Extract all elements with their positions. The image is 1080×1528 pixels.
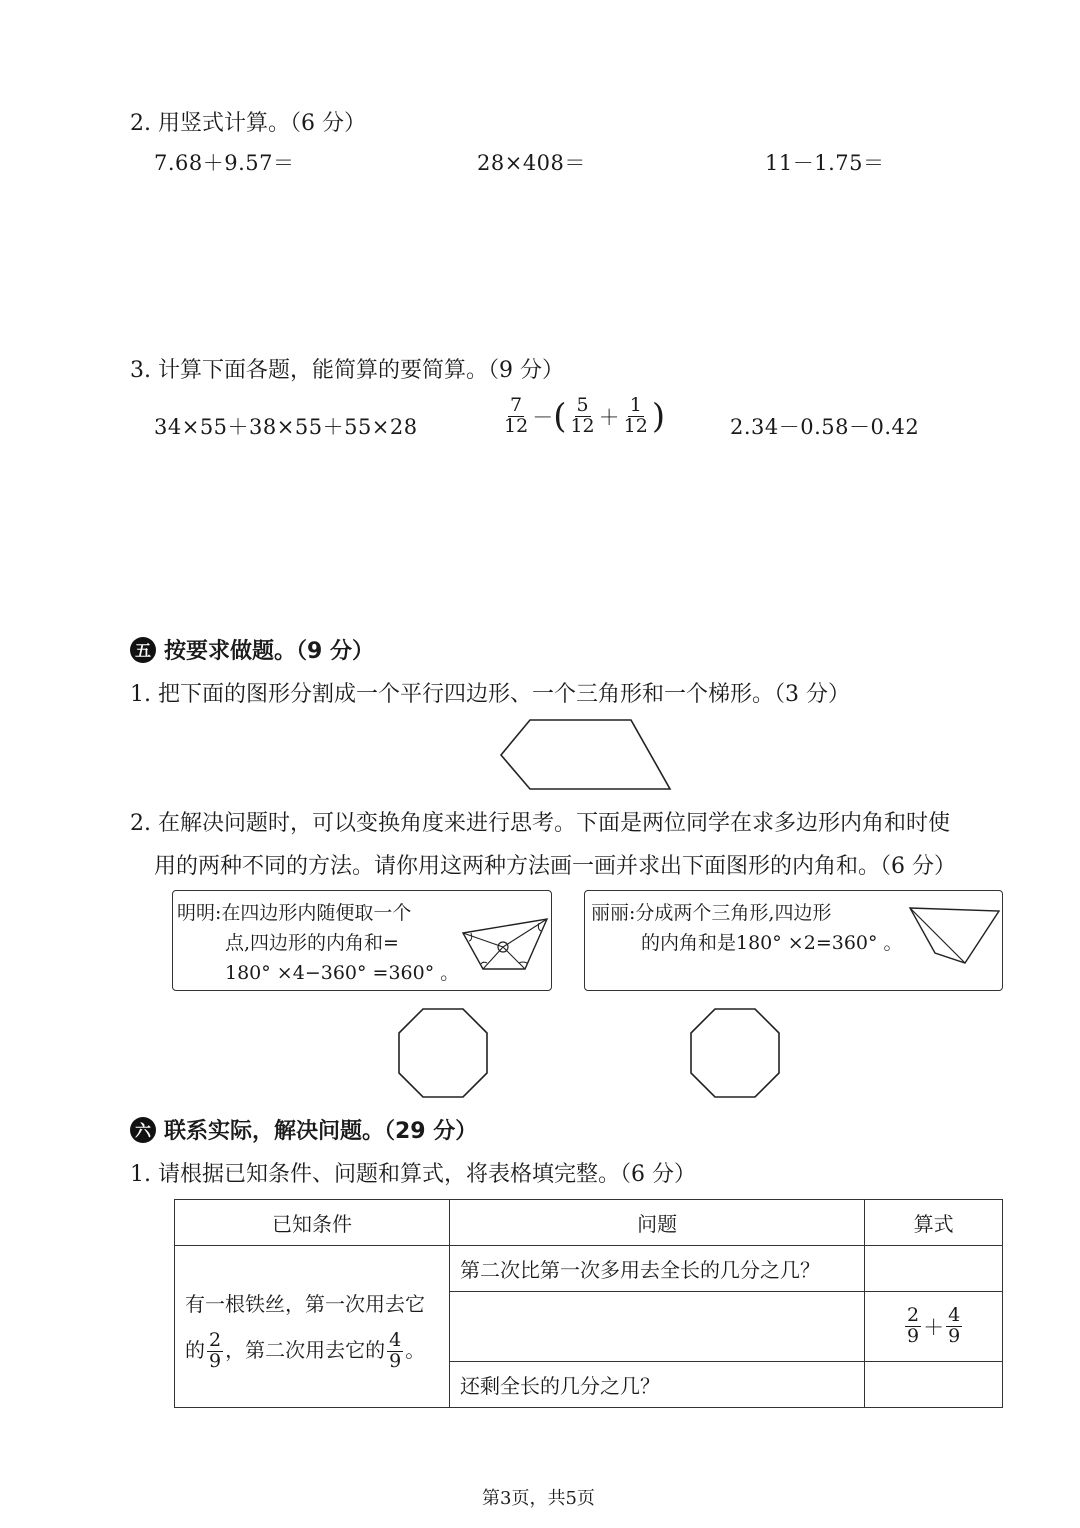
quadrilateral-triangles-diagram: [907, 905, 1001, 967]
q3-item-1: 34×55＋38×55＋55×28: [154, 415, 418, 439]
s5-q2-line2: 用的两种不同的方法。请你用这两种方法画一画并求出下面图形的内角和。（6 分）: [154, 854, 956, 879]
section-title: 按要求做题。（9 分）: [164, 639, 374, 664]
octagon-figure-left: [397, 1007, 489, 1099]
quadrilateral-point-diagram: [459, 913, 549, 973]
method-box-mingming: [172, 890, 552, 991]
fraction: $\frac{1}{12}$: [623, 394, 648, 437]
mingming-line3: 180° ×4−360° =360° 。: [225, 962, 460, 984]
fill-in-table: [174, 1199, 1003, 1408]
method-box-lili: [584, 890, 1003, 991]
table-header-condition: 已知条件: [175, 1200, 450, 1246]
lili-line2: 的内角和是180° ×2=360° 。: [641, 932, 903, 954]
fraction: $\frac{4}{9}$: [948, 1304, 961, 1347]
fraction: $\frac{2}{9}$: [907, 1304, 920, 1347]
fraction: $\frac{5}{12}$: [570, 394, 595, 437]
section-6-heading: [130, 1114, 477, 1145]
table-row: [175, 1246, 1003, 1292]
mingming-line2: 点,四边形的内角和=: [225, 932, 399, 954]
octagon-figure-right: [689, 1007, 781, 1099]
section-number-badge: 六: [130, 1117, 156, 1143]
table-header-row: [175, 1200, 1003, 1246]
q2-item-1: 7.68＋9.57＝: [154, 151, 295, 175]
fraction: $\frac{7}{12}$: [504, 394, 529, 437]
s5-q1: 1. 把下面的图形分割成一个平行四边形、一个三角形和一个梯形。（3 分）: [130, 682, 850, 707]
hexagon-figure: [498, 717, 674, 793]
q2-title: 2. 用竖式计算。（6 分）: [130, 111, 366, 136]
formula-cell-1[interactable]: [865, 1246, 1003, 1292]
section-5-heading: [130, 634, 374, 665]
q2-item-3: 11－1.75＝: [765, 151, 885, 175]
section-title: 联系实际，解决问题。（29 分）: [164, 1119, 478, 1144]
q3-title: 3. 计算下面各题，能简算的要简算。（9 分）: [130, 358, 564, 383]
q3-item-3: 2.34－0.58－0.42: [730, 415, 920, 439]
s6-q1: 1. 请根据已知条件、问题和算式，将表格填完整。（6 分）: [130, 1162, 696, 1187]
question-cell-1: 第二次比第一次多用去全长的几分之几？: [449, 1246, 864, 1292]
lili-line1: 丽丽:分成两个三角形,四边形: [591, 902, 832, 924]
q2-item-2: 28×408＝: [477, 151, 586, 175]
fraction: $\frac{4}{9}$: [389, 1328, 402, 1372]
section-number-badge: 五: [130, 637, 156, 663]
page-footer: 第3页，共5页: [482, 1488, 595, 1509]
condition-cell: [175, 1246, 450, 1408]
condition-line1: 有一根铁丝，第一次用去它: [185, 1291, 425, 1316]
question-cell-3: 还剩全长的几分之几？: [449, 1362, 864, 1408]
s5-q2-line1: 2. 在解决问题时，可以变换角度来进行思考。下面是两位同学在求多边形内角和时使: [130, 811, 950, 836]
condition-line2: 的 $\frac{2}{9}$ ，第二次用去它的 $\frac{4}{9}$ 。: [185, 1328, 426, 1372]
formula-cell-3[interactable]: [865, 1362, 1003, 1408]
formula-cell-2: $\frac{2}{9}$ ＋ $\frac{4}{9}$: [865, 1292, 1003, 1362]
mingming-line1: 明明:在四边形内随便取一个: [177, 902, 412, 924]
fraction: $\frac{2}{9}$: [209, 1328, 222, 1372]
table-header-question: 问题: [449, 1200, 864, 1246]
question-cell-2[interactable]: [449, 1292, 864, 1362]
table-header-formula: 算式: [865, 1200, 1003, 1246]
q3-item-2: $\frac{7}{12}$ －( $\frac{5}{12}$ ＋ $\frac{1}{12}$ ): [504, 394, 666, 437]
